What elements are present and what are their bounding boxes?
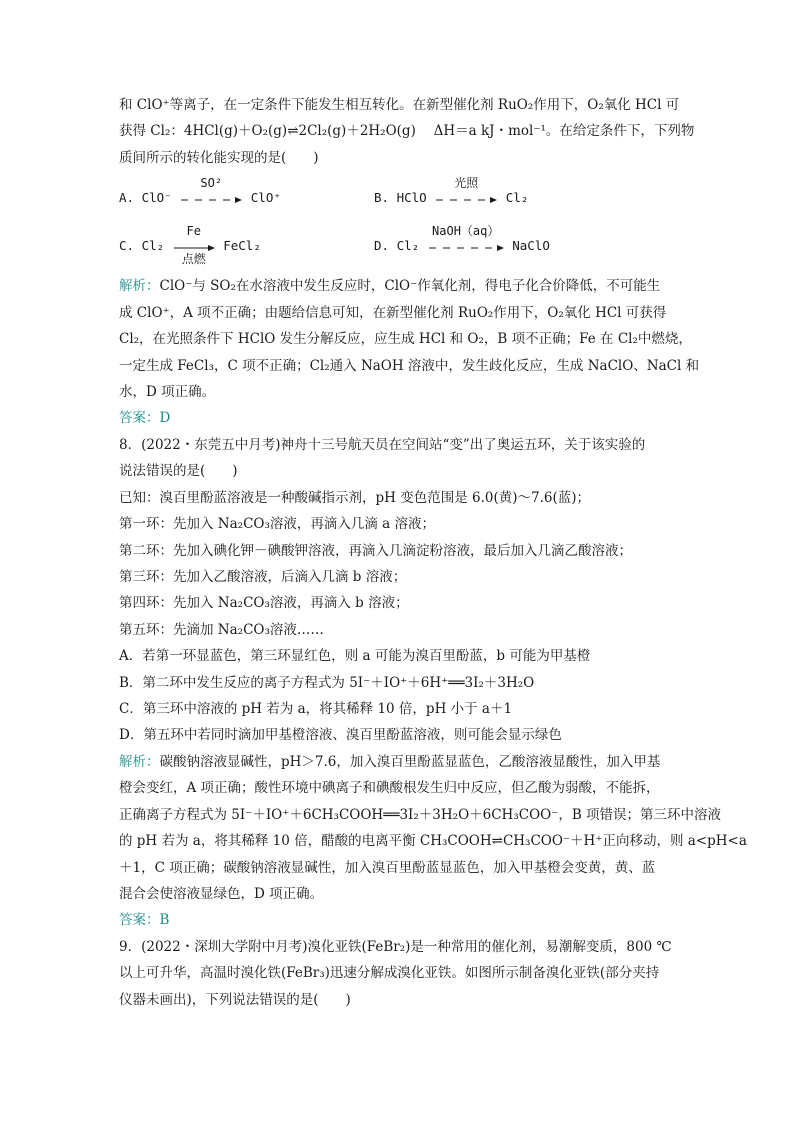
option-a-arrow bbox=[179, 175, 243, 208]
q8-ring-4: 第四环：先加入 Na₂CO₃溶液，再滴入 b 溶液； bbox=[119, 595, 409, 611]
q8-ring-5: 第五环：先滴加 Na₂CO₃溶液…… bbox=[119, 622, 324, 638]
option-b-arrow bbox=[434, 175, 498, 208]
option-c-condition-bottom: 点燃 bbox=[181, 251, 206, 266]
q8-ring-1: 第一环：先加入 Na₂CO₃溶液，再滴入几滴 a 溶液； bbox=[119, 516, 436, 532]
q7-analysis-line-2: 成 ClO⁺，A 项不正确；由题给信息可知，在新型催化剂 RuO₂作用下，O₂氧化 HCl 可获得 bbox=[119, 305, 667, 321]
answer-value: D bbox=[159, 410, 171, 426]
option-b-right: Cl₂ bbox=[505, 190, 529, 205]
option-c-left: Cl₂ bbox=[141, 238, 165, 253]
option-a-label: A. bbox=[119, 190, 135, 205]
dashed-arrow-icon bbox=[427, 245, 505, 251]
q8-stem-line-2: 说法错误的是( ) bbox=[119, 463, 238, 479]
option-a-right: ClO⁺ bbox=[250, 190, 281, 205]
q8-known: 已知：溴百里酚蓝溶液是一种酸碱指示剂，pH 变色范围是 6.0(黄)～7.6(蓝)； bbox=[119, 490, 591, 506]
q7-analysis-line-5: 水，D 项正确。 bbox=[119, 384, 216, 400]
option-c-label: C. bbox=[119, 238, 135, 253]
option-c-right: FeCl₂ bbox=[223, 238, 261, 253]
q8-analysis-line-4: 的 pH 若为 a，将其稀释 10 倍，醋酸的电离平衡 CH₃COOH⇌CH₃COO⁻＋H⁺正向移动，则 a<pH<a bbox=[119, 833, 747, 849]
option-c-condition-top: Fe bbox=[186, 223, 201, 238]
q7-analysis-line-4: 一定生成 FeCl₃，C 项不正确；Cl₂通入 NaOH 溶液中，发生歧化反应，生成 NaClO、NaCl 和 bbox=[119, 358, 700, 374]
option-d-right: NaClO bbox=[512, 238, 550, 253]
q7-stem-line-3: 质间所示的转化能实现的是( ) bbox=[119, 150, 319, 166]
q7-analysis-line-1: 解析：ClO⁻与 SO₂在水溶液中发生反应时，ClO⁻作氧化剂，得电子化合价降低，不可能生 bbox=[119, 278, 661, 294]
q8-option-d: D．第五环中若同时滴加甲基橙溶液、溴百里酚蓝溶液，则可能会显示绿色 bbox=[119, 727, 562, 743]
q8-analysis-line-5: ＋1，C 项正确；碳酸钠溶液显碱性，加入溴百里酚蓝显蓝色，加入甲基橙会变黄，黄、蓝 bbox=[119, 860, 656, 876]
q7-stem-line-2: 获得 Cl₂：4HCl(g)＋O₂(g)⇌2Cl₂(g)＋2H₂O(g) ΔH＝a kJ・mol⁻¹。在给定条件下，下列物 bbox=[119, 123, 695, 139]
q8-analysis-line-1: 解析：碳酸钠溶液显碱性，pH＞7.6，加入溴百里酚蓝显蓝色，乙酸溶液显酸性，加入甲基 bbox=[119, 754, 661, 770]
dashed-arrow-icon bbox=[434, 197, 498, 203]
option-c-arrow bbox=[172, 223, 216, 266]
q9-stem-line-1: 9．(2022・深圳大学附中月考)溴化亚铁(FeBr₂)是一种常用的催化剂，易潮解变质，800 ℃ bbox=[119, 939, 672, 955]
q8-analysis-line-6: 混合会使溶液显绿色，D 项正确。 bbox=[119, 886, 324, 902]
q8-stem-line-1: 8．(2022・东莞五中月考)神舟十三号航天员在空间站“变”出了奥运五环，关于该实验的 bbox=[119, 437, 646, 453]
q7-option-b bbox=[374, 175, 529, 208]
q7-stem-line-1: 和 ClO⁺等离子，在一定条件下能发生相互转化。在新型催化剂 RuO₂作用下，O₂氧化 HCl 可 bbox=[119, 97, 680, 113]
q7-option-a bbox=[119, 175, 281, 208]
option-d-left: Cl₂ bbox=[396, 238, 420, 253]
answer-label: 答案： bbox=[119, 912, 160, 928]
option-b-left: HClO bbox=[396, 190, 427, 205]
dashed-arrow-icon bbox=[179, 197, 243, 203]
q8-analysis-line-3: 正确离子方程式为 5I⁻＋IO⁺＋6CH₃COOH══3I₂＋3H₂O＋6CH₃COO⁻，B 项错误；第三环中溶液 bbox=[119, 807, 722, 823]
q8-option-a: A．若第一环显蓝色，第三环显红色，则 a 可能为溴百里酚蓝，b 可能为甲基橙 bbox=[119, 648, 591, 664]
option-d-condition: NaOH（aq） bbox=[432, 223, 500, 238]
q8-ring-3: 第三环：先加入乙酸溶液，后滴入几滴 b 溶液； bbox=[119, 569, 407, 585]
analysis-label: 解析： bbox=[119, 278, 160, 294]
analysis-label: 解析： bbox=[119, 754, 160, 770]
option-b-condition: 光照 bbox=[454, 175, 479, 190]
answer-label: 答案： bbox=[119, 410, 160, 426]
q7-analysis-line-3: Cl₂，在光照条件下 HClO 发生分解反应，应生成 HCl 和 O₂，B 项不正确；Fe 在 Cl₂中燃烧， bbox=[119, 331, 692, 347]
q7-answer bbox=[119, 409, 170, 427]
option-d-label: D. bbox=[374, 238, 390, 253]
q8-ring-2: 第二环：先加入碘化钾－碘酸钾溶液，再滴入几滴淀粉溶液，最后加入几滴乙酸溶液； bbox=[119, 543, 632, 559]
q7-option-c bbox=[119, 223, 261, 266]
q9-stem-line-3: 仪器未画出)，下列说法错误的是( ) bbox=[119, 992, 351, 1008]
option-b-label: B. bbox=[374, 190, 390, 205]
q8-analysis-line-2: 橙会变红，A 项正确；酸性环境中碘离子和碘酸根发生归中反应，但乙酸为弱酸，不能拆， bbox=[119, 780, 660, 796]
option-a-condition: SO² bbox=[200, 175, 223, 190]
q8-answer bbox=[119, 911, 169, 929]
option-d-arrow bbox=[427, 223, 505, 256]
q7-option-d bbox=[374, 223, 550, 256]
q8-option-b: B．第二环中发生反应的离子方程式为 5I⁻＋IO⁺＋6H⁺══3I₂＋3H₂O bbox=[119, 675, 535, 691]
q9-stem-line-2: 以上可升华，高温时溴化铁(FeBr₃)迅速分解成溴化亚铁。如图所示制备溴化亚铁(部分夹持 bbox=[119, 965, 660, 981]
option-a-left: ClO⁻ bbox=[141, 190, 172, 205]
q8-option-c: C．第三环中溶液的 pH 若为 a，将其稀释 10 倍，pH 小于 a＋1 bbox=[119, 701, 513, 717]
answer-value: B bbox=[159, 912, 170, 928]
